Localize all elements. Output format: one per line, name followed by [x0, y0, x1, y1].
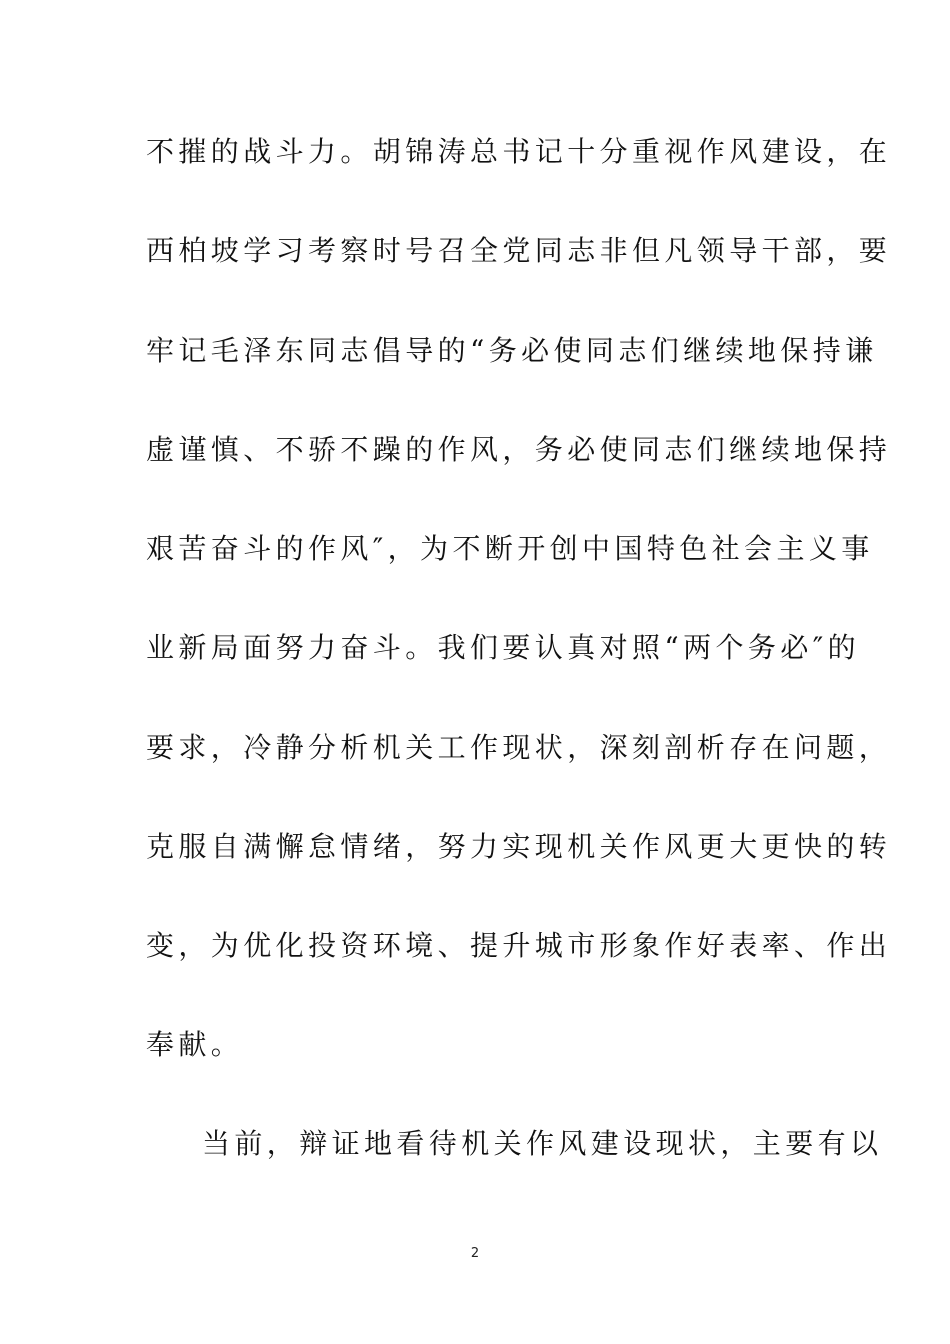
- text-line-5: 艰苦奋斗的作风″，为不断开创中国特色社会主义事: [146, 532, 874, 565]
- text-line-8: 克服自满懈怠情绪，努力实现机关作风更大更快的转: [146, 830, 892, 863]
- text-line-10: 奉献。: [146, 1028, 244, 1061]
- text-line-2: 西柏坡学习考察时号召全党同志非但凡领导干部，要: [146, 234, 892, 267]
- page-number: 2: [470, 1246, 480, 1261]
- text-line-6: 业新局面努力奋斗。我们要认真对照“两个务必″的: [146, 631, 860, 664]
- text-line-3: 牢记毛泽东同志倡导的“务必使同志们继续地保持谦: [146, 334, 878, 367]
- text-line-4: 虚谨慎、不骄不躁的作风，务必使同志们继续地保持: [146, 433, 892, 466]
- text-line-1: 不摧的战斗力。胡锦涛总书记十分重视作风建设，在: [146, 135, 892, 168]
- text-line-11: 当前，辩证地看待机关作风建设现状，主要有以: [202, 1127, 883, 1160]
- text-line-7: 要求，冷静分析机关工作现状，深刻剖析存在问题，: [146, 731, 892, 764]
- text-line-9: 变，为优化投资环境、提升城市形象作好表率、作出: [146, 929, 892, 962]
